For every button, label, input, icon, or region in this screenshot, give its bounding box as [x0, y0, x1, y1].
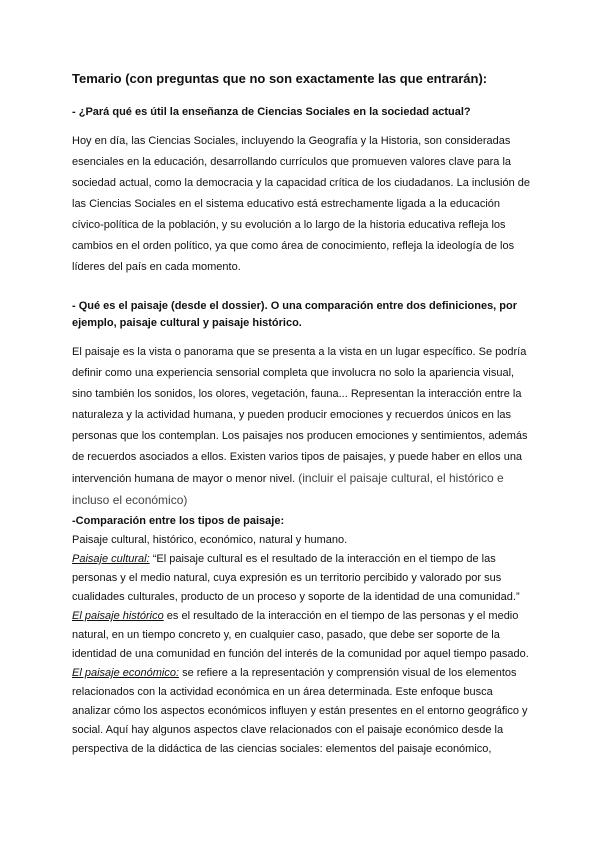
economic-paragraph — [72, 664, 532, 759]
paisaje-definition: El paisaje es la vista o panorama que se presenta a la vista en un lugar específico. Se podría definir como una experiencia sensorial completa que involucra no solo la apariencia visual, sino también los sonidos, los olores, vegetación, fauna... Representan la interacción entre la naturaleza y la actividad humana, y pueden producir emociones y recuerdos únicos en las personas que los contemplan. Los paisajes nos producen emociones y sentimientos, además de recuerdos asociados a ellos. Existen varios tipos de paisajes, y puede haber en ellos una intervención humana de mayor o menor nivel. — [72, 346, 528, 485]
comparison-heading — [72, 512, 532, 531]
question-2-heading: - Qué es el paisaje (desde el dossier). O una comparación entre dos definiciones, por ejemplo, paisaje cultural y paisaje histórico. — [72, 300, 518, 329]
cultural-text: “El paisaje cultural es el resultado de la interacción en el tiempo de las personas y el medio natural, cuya expresión es un territorio percibido y valorado por sus cualidades culturales, producto de un proceso y soporte de la identidad de una comunidad.” — [72, 553, 520, 603]
question-1-heading: - ¿Pará qué es útil la enseñanza de Ciencias Sociales en la sociedad actual? — [72, 106, 471, 118]
types-list: Paisaje cultural, histórico, económico, natural y humano. — [72, 534, 348, 546]
economic-term: El paisaje económico: — [72, 667, 180, 679]
cultural-term: Paisaje cultural: — [72, 553, 150, 565]
comparison-heading-text: -Comparación entre los tipos de paisaje: — [72, 515, 285, 527]
inclusion-note: (incluir el paisaje cultural, el histórico e incluso el económico) — [72, 471, 504, 507]
page-title: Temario (con preguntas que no son exactamente las que entrarán): — [72, 71, 488, 86]
historic-term: El paisaje histórico — [72, 610, 164, 622]
document-page — [72, 70, 532, 759]
question-2-answer — [72, 342, 532, 512]
question-1-answer: Hoy en día, las Ciencias Sociales, incluyendo la Geografía y la Historia, son consideradas esenciales en la educación, desarrollando currículos que promueven valores clave para la sociedad actual, como la democracia y la capacidad crítica de los ciudadanos. La inclusión de las Ciencias Sociales en el sistema educativo está estrechamente ligada a la educación cívico-política de la población, y su evolución a lo largo de la historia educativa refleja los cambios en el orden político, ya que como área de conocimiento, refleja la ideología de los líderes del país en cada momento. — [72, 135, 530, 273]
cultural-paragraph — [72, 550, 532, 607]
economic-text: se refiere a la representación y comprensión visual de los elementos relacionados con la actividad económica en un área determinada. Este enfoque busca analizar cómo los aspectos económicos influyen y están presentes en el entorno geográfico y social. Aquí hay algunos aspectos clave relacionados con el paisaje económico desde la perspectiva de la didáctica de las ciencias sociales: elementos del paisaje económico, — [72, 667, 528, 755]
historic-text: es el resultado de la interacción en el tiempo de las personas y el medio natural, en un tiempo concreto y, en cualquier caso, pasado, que debe ser soporte de la identidad de una comunidad en función del interés de la comunidad por aquel tiempo pasado. — [72, 610, 529, 660]
historic-paragraph — [72, 607, 532, 664]
